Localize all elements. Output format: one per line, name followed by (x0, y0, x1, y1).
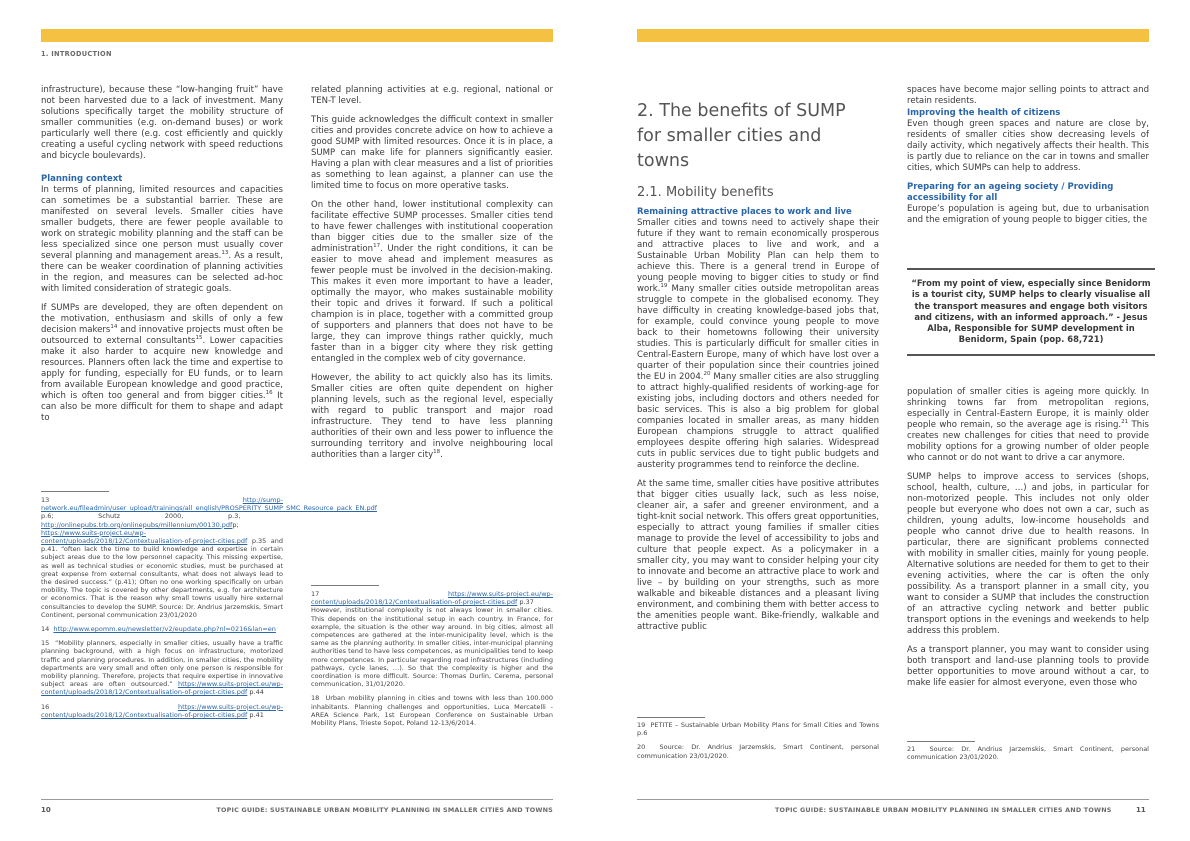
footnote-17: 17 https://www.suits-project.eu/wp-content/uploads/2018/12/Contextualisation-of-project-cities.pdf p.37 However, institutional complexity is not always lower in smaller cities. This depends on the institutional setup in each country. In France, for example, the situation is the other way around. In big cities, almost all competences are gathered at the inter-municipality level, which is the same as the planning authority. In smaller cities, inter-municipal planning authorities tend to have less competences, as municipalities tend to keep more competences. In particular regarding road infrastructures (including pathways, cycle lanes, …). So that the complexity is higher and the coordination is more difficult. Source: Thomas Durlin, Cerema, personal communication, 31/01/2020. (311, 590, 553, 689)
paragraph: As a transport planner, you may want to consider using both transport and land-use planning tools to provide better opportunities to move around without a car, to make life easier for almost everyone, even those who (907, 645, 1149, 688)
footnote-link[interactable]: https://www.suits-project.eu/wp-content/uploads/2018/12/Contextualisation-of-project-cities.pdf (41, 680, 283, 697)
footnote-rule (907, 741, 975, 742)
page-number: 11 (1136, 806, 1146, 814)
footnote-link[interactable]: https://www.suits-project.eu/wp-content/uploads/2018/12/Contextualisation-of-project-cities.pdf (41, 702, 283, 719)
footnote-rule (311, 585, 379, 586)
footnote-ref-18[interactable]: 18 (433, 449, 441, 456)
paragraph: population of smaller cities is ageing more quickly. In shrinking towns far from metropolitan regions, especially in Central-Eastern Europe, it is mainly older people who remain, so the average age is rising.$^{21}$ This creates new challenges for cities that need to provide mobility options for a growing number of older people who cannot or do not want to drive a car anymore. (907, 387, 1149, 463)
pull-quote: “From my point of view, especially since Benidorm is a tourist city, SUMP helps to clearly visualise all the transport measures and engage both visitors and citizens, with an informed approach.” - Jesus Alba, Responsible for SUMP development in Benidorm, Spain (pop. 68,721) (907, 268, 1155, 356)
page-11 (595, 0, 1190, 841)
footnote-18: 18 Urban mobility planning in cities and towns with less than 100.000 inhabitants. Planning challenges and opportunities, Luca Mercatelli - AREA Science Park, 1st European Conference on Sustainable Urban Mobility Plans, Trieste Sopot, Poland 12-13/6/2014. (311, 694, 553, 728)
paragraph: On the other hand, lower institutional complexity can facilitate effective SUMP processes. Smaller cities tend to have fewer challenges with institutional cooperation than bigger cities due to the smaller size of the administration$^{17}$. Under the right conditions, it can be easier to move ahead and implement measures as fewer people must be involved in the decision-making. This makes it even more important to have a leader, optimally the mayor, who makes sustainable mobility their topic and drives it forward. If such a political champion is in place, together with a committed group of supporters and planners that does not have to be large, they can improve things rather quickly, much faster than in a bigger city where they risk getting entangled in the complex web of city governance. (311, 200, 553, 364)
chapter-title: 2. The benefits of SUMP for smaller cities and towns (637, 101, 846, 171)
footnote-ref-13[interactable]: 13 (221, 250, 229, 257)
heading-ageing: Preparing for an ageing society / Providing accessibility for all (907, 182, 1114, 203)
paragraph: At the same time, smaller cities have positive attributes that bigger cities usually lack, such as less noise, cleaner air, a safer and greener environment, and a tight-knit social network. This offers great opportunities, especially to attract young families if smaller cities manage to provide the level of accessibility to jobs and culture that people expect. As a policymaker in a smaller city, you may want to consider helping your city to innovate and become an attractive place to work and live – by building on your strengths, such as more walkable and bikeable distances and a pleasant living environment, and combining them with better access to the amenities people want. Bike-friendly, walkable and attractive public (637, 479, 879, 632)
footer-title: TOPIC GUIDE: SUSTAINABLE URBAN MOBILITY PLANNING IN SMALLER CITIES AND TOWNS (216, 806, 553, 814)
header-band (41, 29, 553, 42)
footnotes-right-column-1 (637, 721, 879, 766)
paragraph: Smaller cities and towns need to actively shape their future if they want to remain economically prosperous and attractive places to live and work, and a Sustainable Urban Mobility Plan can help them to achieve this. There is a general trend in Europe of young people moving to bigger cities to study or find work.$^{19}$ Many smaller cities outside metropolitan areas struggle to compete in the globalised economy. They have difficulty in creating knowledge-based jobs that, for example, could convince young people to move back to their hometowns following their university studies. This is particularly difficult for smaller cities in Central-Eastern Europe, many of which have lost over a quarter of their population since their countries joined the EU in 2004.20 Many smaller cities are also struggling to attract highly-qualified residents of working-age for existing jobs, including doctors and others needed for basic services. This is also a big problem for global companies located in smaller areas, as many hidden European champions struggle to attract qualified employees despite offering high salaries. Widespread cuts in public services due to tight public budgets and austerity programmes tend to reinforce the decline. (637, 218, 879, 470)
paragraph: spaces have become major selling points to attract and retain residents. (907, 85, 1149, 106)
right-column-1 (637, 207, 879, 641)
footnote-13: 13 http://sump-network.eu/fileadmin/user_upload/trainings/all_english/PROSPERITY_SUMP_SMC_Resource_pack_EN.pdf p.6; Schutz 2000, p.3, http://onlinepubs.trb.org/onlinepubs/millennium/00130.pdfp; https://www.suits-project.eu/wp-content/uploads/2018/12/Contextualisation-of-project-cities.pdf p.35 and p.41. “often lack the time to build knowledge and expertise in certain subject areas due to the low personnel capacity. This missing expertise, as well as technical studies or economic studies, must be purchased at great expense from external consultants, what does not always lead to the desired success.” (p.41); Often no one working specifically on urban mobility. The topic is covered by other departments, e.g. for architecture or economics. That is the reason why small towns usually hire external consultancies to develop the SUMP. Source: Dr. Andrius Jarzemskis, Smart Continent, personal communication 23/01/2020 (41, 496, 377, 619)
paragraph: Europe’s population is ageing but, due to urbanisation and the emigration of young people to bigger cities, the (907, 204, 1149, 225)
footnote-link[interactable]: http://www.epomm.eu/newsletter/v2/eupdate.php?nl=0216&lan=en (53, 625, 276, 634)
footnote-link[interactable]: https://www.suits-project.eu/wp-content/uploads/2018/12/Contextualisation-of-project-cities.pdf (41, 528, 248, 546)
footnotes-left-column-2 (311, 590, 553, 733)
footnote-16: 16 https://www.suits-project.eu/wp-content/uploads/2018/12/Contextualisation-of-project-cities.pdf p.41 (41, 702, 283, 719)
footnote-ref-21[interactable]: 21 (1121, 419, 1129, 426)
chapter-label: 1. INTRODUCTION (41, 50, 112, 58)
footnote-ref-20[interactable]: 20 (703, 371, 711, 378)
paragraph: SUMP helps to improve access to services (shops, school, health, culture, …) and jobs, in particular for non-motorized people. This includes not only older people but everyone who does not own a car, such as children, young adults, low-income households and people who cannot drive due to health reasons. In particular, there are significant problems connected with mobility in smaller cities, mainly for young people. Alternative solutions are needed for them to get to their evening activities, where the car is often the only possibility. As a transport planner in a small city, you want to consider a SUMP that includes the construction of an attractive cycling network and better public transport options in the evenings and weekends to help address this problem. (907, 472, 1149, 636)
footnote-14: 14 http://www.epomm.eu/newsletter/v2/eupdate.php?nl=0216&lan=en (41, 625, 276, 634)
footnotes-right-column-2 (907, 745, 1149, 767)
footnote-link[interactable]: https://www.suits-project.eu/wp-content/uploads/2018/12/Contextualisation-of-project-cities.pdf (311, 590, 553, 607)
footnote-15: 15 “Mobility planners, especially in smaller cities, usually have a traffic planning background, with a high focus on infrastructure, motorized traffic and planning procedures. In addition, in smaller cities, the mobility departments are very small and often only one person is responsible for mobility planning. Therefore, projects that require expertise in innovative subject areas are often outsourced.” https://www.suits-project.eu/wp-content/uploads/2018/12/Contextualisation-of-project-cities.pdf p.44 (41, 639, 283, 697)
heading-planning-context: Planning context (41, 174, 123, 184)
footnote-20: 20 Source: Dr. Andrius Jarzemskis, Smart Continent, personal communication 23/01/2020. (637, 743, 879, 760)
footnote-19: 19 PETITE – Sustainable Urban Mobility Plans for Small Cities and Towns p.6 (637, 721, 879, 738)
left-column-1 (41, 85, 283, 432)
footnote-ref-16[interactable]: 16 (265, 390, 273, 397)
footnote-21: 21 Source: Dr. Andrius Jarzemskis, Smart Continent, personal communication 23/01/2020. (907, 745, 1149, 762)
footer-title: TOPIC GUIDE: SUSTAINABLE URBAN MOBILITY PLANNING IN SMALLER CITIES AND TOWNS (775, 806, 1112, 814)
footer-rule (637, 799, 1149, 800)
footnote-ref-19[interactable]: 19 (660, 283, 668, 290)
footnote-rule (637, 717, 705, 718)
paragraph: This guide acknowledges the difficult context in smaller cities and provides concrete advice on how to achieve a good SUMP with limited resources. Once it is in place, a SUMP can make life for planners significantly easier. Having a plan with clear measures and a list of priorities as something to lean against, a planner can use the limited time to focus on more operative tasks. (311, 115, 553, 191)
right-column-2-top (907, 85, 1149, 234)
left-column-2 (311, 85, 553, 469)
footnote-link[interactable]: http://sump-network.eu/fileadmin/user_upload/trainings/all_english/PROSPERITY_SUMP_SMC_Resource_pack_EN.pdf (41, 496, 377, 513)
footnote-ref-15[interactable]: 15 (195, 335, 203, 342)
footer-rule (41, 799, 553, 800)
header-band (637, 29, 1149, 42)
right-column-2-bottom (907, 387, 1149, 697)
paragraph: related planning activities at e.g. regional, national or TEN-T level. (311, 85, 553, 106)
footnote-ref-14[interactable]: 14 (110, 324, 118, 331)
page-number: 10 (41, 806, 51, 814)
paragraph: infrastructure), because these “low-hanging fruit” have not been harvested due to a lack of investment. Many solutions specifically target the mobility structure of smaller communities (e.g. on-demand buses) or work particularly well there (e.g. cost efficiently and quickly creating a useful cycling network with speed reductions and bicycle boulevards). (41, 85, 283, 161)
footnote-rule (41, 491, 109, 492)
heading-health: Improving the health of citizens (907, 108, 1061, 118)
paragraph: If SUMPs are developed, they are often dependent on the motivation, enthusiasm and skills of only a few decision makers$^{14}$ and innovative projects must often be outsourced to external consultants$^{15}$. Lower capacities make it also harder to acquire new knowledge and resources. Planners often lack the time and expertise to apply for funding, especially for EU funds, or to learn from available European knowledge and good practice, which is often too general and from bigger cities.$^{16}$ It can also be more difficult for them to shape and adapt to (41, 303, 284, 423)
paragraph: In terms of planning, limited resources and capacities can sometimes be a substantial barrier. These are manifested on several levels. Smaller cities have smaller budgets, there are fewer people available to work on strategic mobility planning and the staff can be less specialized since one person must usually cover several planning and management areas.$^{13}$. As a result, there can be weaker coordination of planning activities in the region, and measures can be selected ad-hoc with limited consideration of strategic goals. (41, 185, 283, 294)
paragraph: However, the ability to act quickly also has its limits. Smaller cities are often quite dependent on higher planning levels, such as the regional level, especially with regard to public transport and major road infrastructure. They tend to have less planning authorities of their own and less power to influence the surrounding territory and involve neighbouring local authorities than a larger city$^{18}$. (311, 373, 553, 460)
paragraph: Even though green spaces and nature are close by, residents of smaller cities show decreasing levels of daily activity, which negatively affects their health. This is partly due to reliance on the car in towns and smaller cities, which SUMPs can help to address. (907, 119, 1149, 173)
section-title: 2.1. Mobility benefits (637, 185, 774, 200)
footnotes-left-column-1 (41, 496, 377, 725)
footnote-ref-17[interactable]: 17 (373, 243, 381, 250)
footnote-link[interactable]: http://onlinepubs.trb.org/onlinepubs/millennium/00130.pdf (41, 520, 233, 529)
heading-remaining-attractive: Remaining attractive places to work and live (637, 207, 852, 217)
